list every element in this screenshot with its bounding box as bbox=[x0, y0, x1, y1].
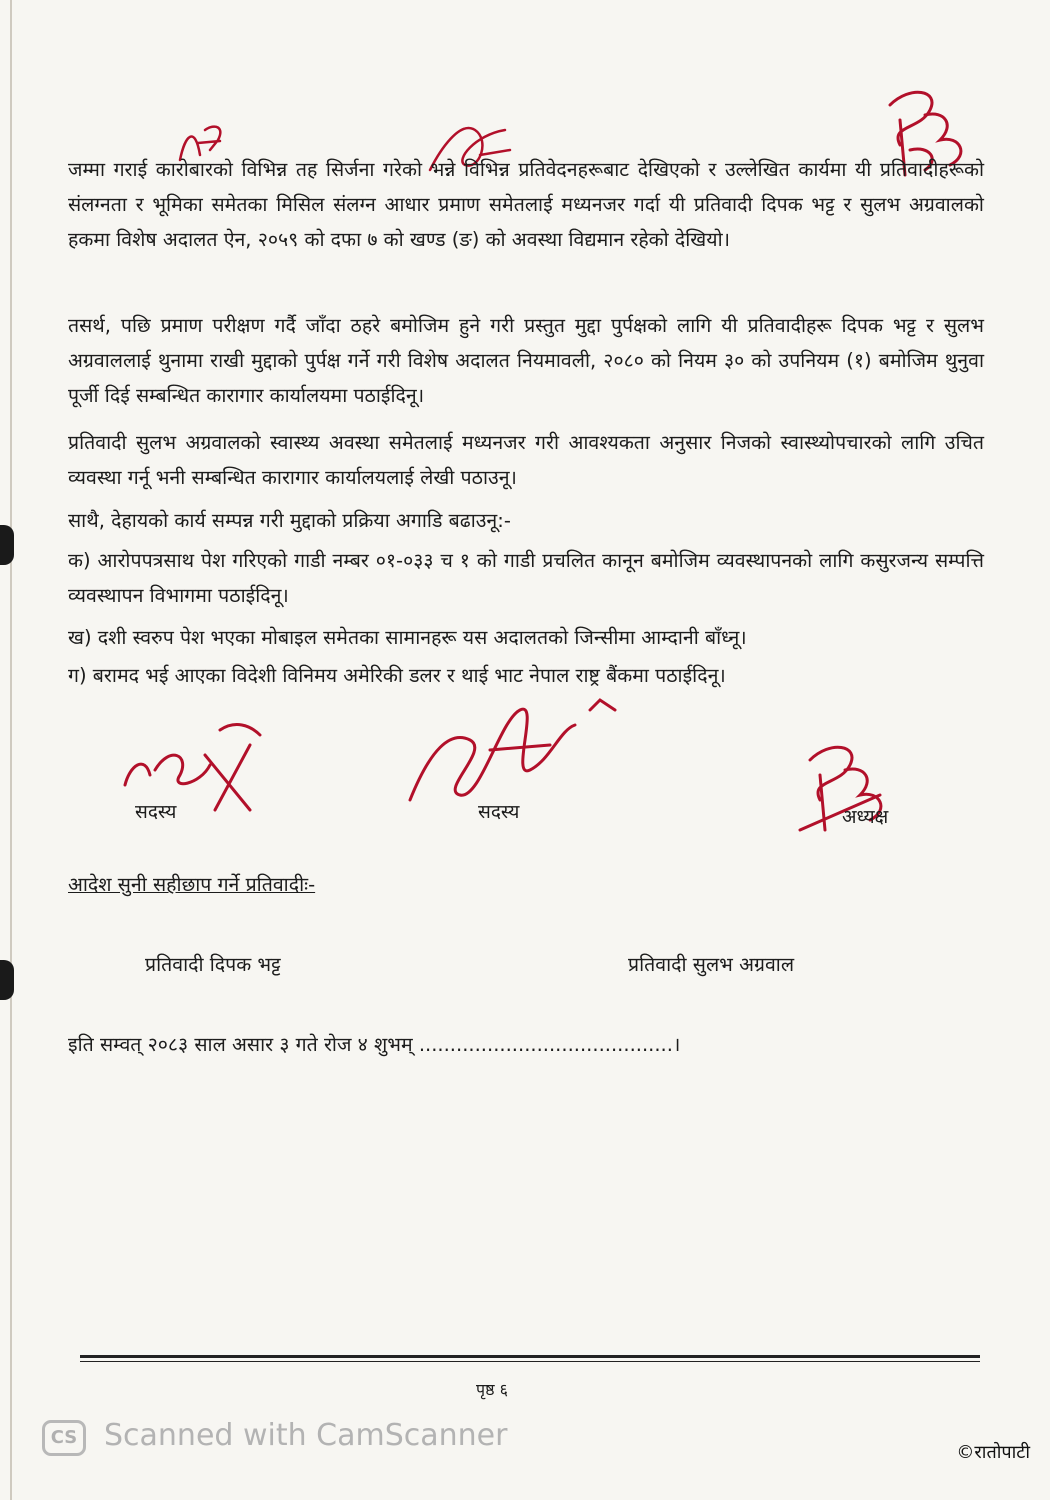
footer-rule bbox=[80, 1355, 980, 1358]
scanner-watermark: Scanned with CamScanner bbox=[104, 1418, 508, 1453]
footer-rule-thin bbox=[80, 1361, 980, 1362]
list-item-ka: क) आरोपपत्रसाथ पेश गरिएको गाडी नम्बर ०१-०३३ च १ को गाडी प्रचलित कानून बमोजिम व्यवस्थापनको लागि कसुरजन्य सम्पत्ति व्यवस्थापन विभागमा पठाईदिनू। bbox=[68, 549, 984, 607]
order-heading: आदेश सुनी सहीछाप गर्ने प्रतिवादीः- bbox=[68, 873, 316, 896]
member-label-middle: सदस्य bbox=[478, 801, 520, 823]
defendant-left: प्रतिवादी दिपक भट्ट bbox=[145, 953, 281, 976]
camscanner-logo-icon: CS bbox=[42, 1420, 86, 1456]
paragraph-health-care: प्रतिवादी सुलभ अग्रवालको स्वास्थ्य अवस्था समेतलाई मध्यनजर गरी आवश्यकता अनुसार निजको स्वास्थ्योपचारको लागि उचित व्यवस्था गर्नू भनी सम्बन्धित कारागार कार्यालयलाई लेखी पठाउनू। bbox=[68, 431, 984, 489]
paragraph-further-actions: साथै, देहायको कार्य सम्पन्न गरी मुद्दाको प्रक्रिया अगाडि बढाउनू:- bbox=[68, 509, 511, 532]
list-item-ga: ग) बरामद भई आएका विदेशी विनिमय अमेरिकी डलर र थाई भाट नेपाल राष्ट्र बैंकमा पठाईदिनू। bbox=[68, 664, 726, 687]
paragraph-detention-order: तसर्थ, पछि प्रमाण परीक्षण गर्दै जाँदा ठहरे बमोजिम हुने गरी प्रस्तुत मुद्दा पुर्पक्षको लागि यी प्रतिवादीहरू दिपक भट्ट र सुलभ अग्रवाललाई थुनामा राखी मुद्दाको पुर्पक्ष गर्ने गरी विशेष अदालत नियमावली, २०८० को नियम ३० को उपनियम (१) बमोजिम थुनुवा पूर्जी दिई सम्बन्धित कारागार कार्यालयमा पठाईदिनू। bbox=[68, 314, 984, 407]
page-number: पृष्ठ ६ bbox=[476, 1380, 508, 1399]
punch-hole-1 bbox=[0, 525, 14, 565]
chairperson-label: अध्यक्ष bbox=[842, 806, 889, 828]
defendant-right: प्रतिवादी सुलभ अग्रवाल bbox=[628, 953, 795, 976]
list-item-kha: ख) दशी स्वरुप पेश भएका मोबाइल समेतका सामानहरू यस अदालतको जिन्सीमा आम्दानी बाँध्नू। bbox=[68, 626, 747, 649]
date-line: इति सम्वत् २०८३ साल असार ३ गते रोज ४ शुभम् .........................................। bbox=[68, 1033, 681, 1056]
copyright-notice: ©रातोपाटी bbox=[956, 1442, 1030, 1463]
paragraph-evidence: जम्मा गराई कारोबारको विभिन्न तह सिर्जना गरेको भन्ने विभिन्न प्रतिवेदनहरूबाट देखिएको र उल्लेखित कार्यमा यी प्रतिवादीहरूको संलग्नता र भूमिका समेतका मिसिल संलग्न आधार प्रमाण समेतलाई मध्यनजर गर्दा यी प्रतिवादी दिपक भट्ट र सुलभ अग्रवालको हकमा विशेष अदालत ऐन, २०५९ को दफा ७ को खण्ड (ङ) को अवस्था विद्यमान रहेको देखियो। bbox=[68, 158, 984, 251]
member-label-left: सदस्य bbox=[135, 801, 177, 823]
punch-hole-2 bbox=[0, 960, 14, 1000]
member-signature-middle bbox=[400, 690, 630, 810]
member-signature-left bbox=[110, 715, 270, 815]
page-edge bbox=[10, 0, 12, 1500]
